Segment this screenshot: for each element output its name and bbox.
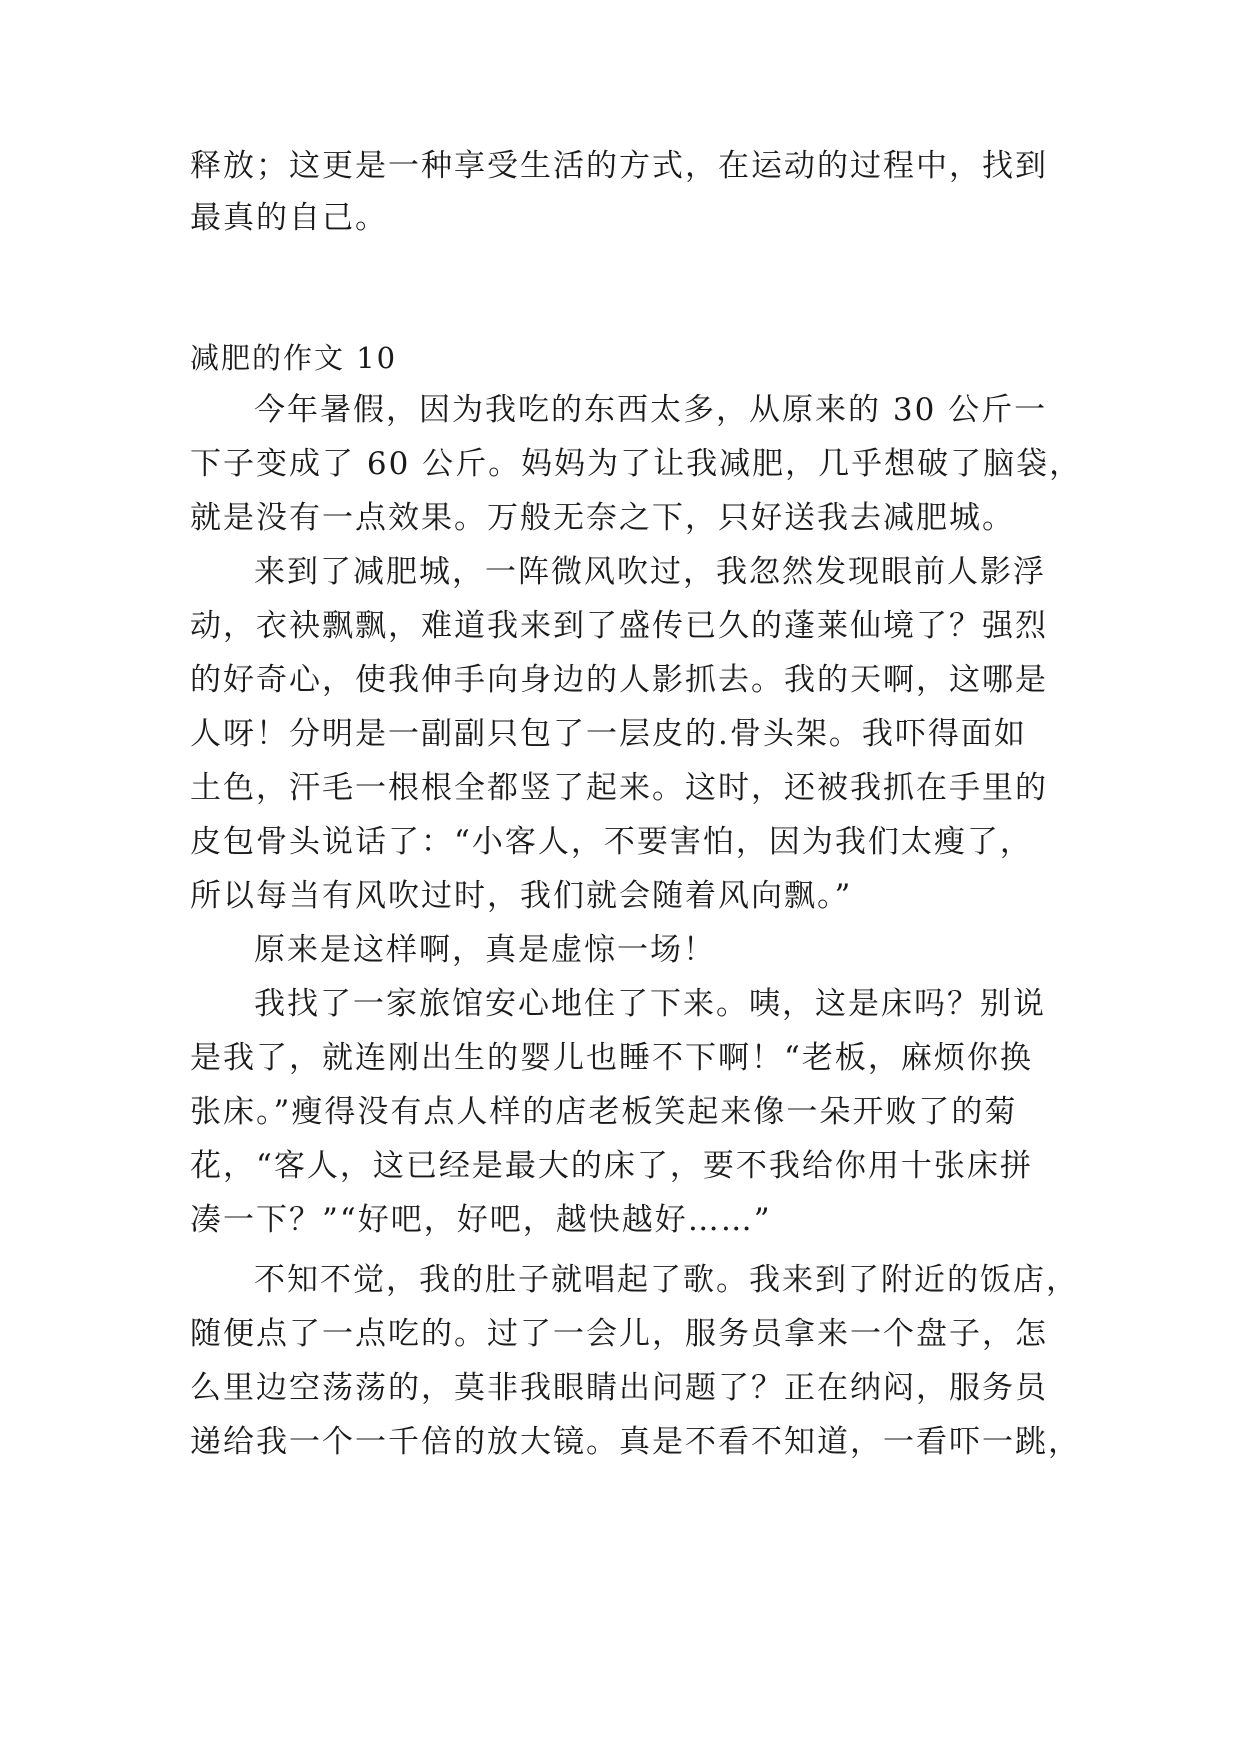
text-line: 人呀！分明是一副副只包了一层皮的.骨头架。我吓得面如 — [190, 716, 1027, 752]
text-line: 来到了减肥城，一阵微风吹过，我忽然发现眼前人影浮 — [254, 554, 1046, 590]
text-line: 就是没有一点效果。万般无奈之下，只好送我去减肥城。 — [190, 500, 1015, 536]
text-line: 随便点了一点吃的。过了一会儿，服务员拿来一个盘子，怎 — [190, 1316, 1048, 1352]
text-line: 所以每当有风吹过时，我们就会随着风向飘。” — [190, 878, 853, 914]
text-line: 释放；这更是一种享受生活的方式，在运动的过程中，找到 — [190, 148, 1048, 184]
text-line: 张床。”瘦得没有点人样的店老板笑起来像一朵开败了的菊 — [190, 1094, 1018, 1130]
text-line: 土色，汗毛一根根全都竖了起来。这时，还被我抓在手里的 — [190, 770, 1048, 806]
text-line: 下子变成了 60 公斤。妈妈为了让我减肥，几乎想破了脑袋， — [190, 446, 1083, 482]
section-title: 减肥的作文 10 — [190, 341, 398, 375]
text-line: 皮包骨头说话了：“小客人，不要害怕，因为我们太瘦了， — [190, 824, 1033, 860]
text-line: 的好奇心，使我伸手向身边的人影抓去。我的天啊，这哪是 — [190, 662, 1048, 698]
text-line: 凑一下？”“好吧，好吧，越快越好……” — [190, 1202, 772, 1238]
text-line: 么里边空荡荡的，莫非我眼睛出问题了？正在纳闷，服务员 — [190, 1370, 1048, 1406]
text-line: 递给我一个一千倍的放大镜。真是不看不知道，一看吓一跳， — [190, 1424, 1081, 1460]
text-line: 我找了一家旅馆安心地住了下来。咦，这是床吗？别说 — [254, 986, 1046, 1022]
text-line: 动，衣袂飘飘，难道我来到了盛传已久的蓬莱仙境了？强烈 — [190, 608, 1048, 644]
text-line: 原来是这样啊，真是虚惊一场！ — [254, 932, 716, 968]
text-line: 今年暑假，因为我吃的东西太多，从原来的 30 公斤一 — [254, 392, 1048, 428]
text-line: 是我了，就连刚出生的婴儿也睡不下啊！“老板，麻烦你换 — [190, 1040, 1033, 1076]
text-line: 不知不觉，我的肚子就唱起了歌。我来到了附近的饭店， — [254, 1262, 1079, 1298]
text-line: 最真的自己。 — [190, 200, 388, 236]
text-line: 花，“客人，这已经是最大的床了，要不我给你用十张床拼 — [190, 1148, 1033, 1184]
